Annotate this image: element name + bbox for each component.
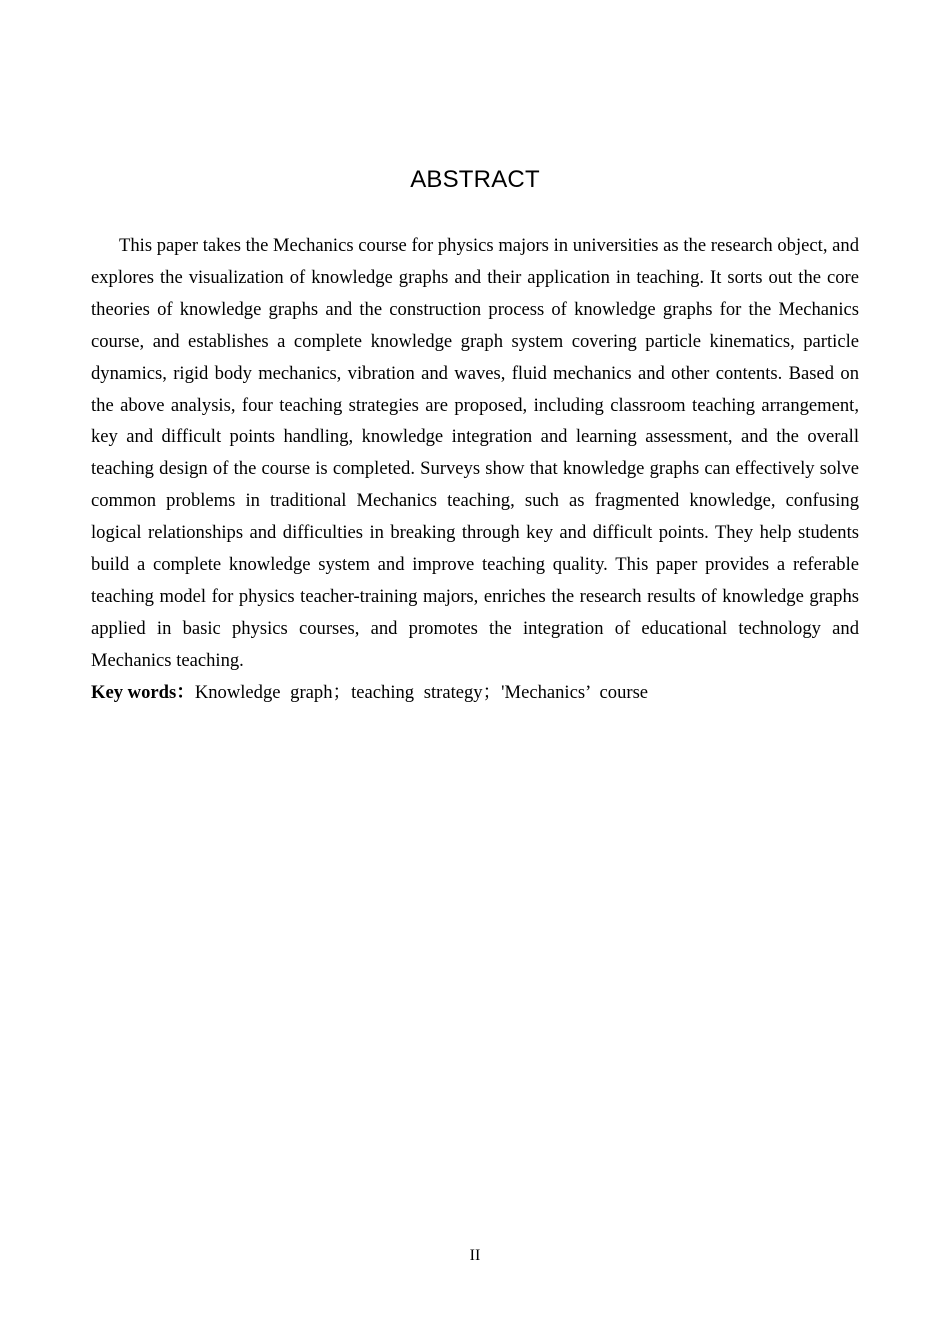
page-number: II	[469, 1247, 481, 1264]
abstract-body: This paper takes the Mechanics course for physics majors in universities as the research object, and explores the visualization of knowledge graphs and their application in teaching. It sorts out the core theories of knowledge graphs and the construction process of knowledge graphs for the Mechanics course, and establishes a complete knowledge graph system covering particle kinematics, particle dynamics, rigid body mechanics, vibration and waves, fluid mechanics and other contents. Based on the above analysis, four teaching strategies are proposed, including classroom teaching arrangement, key and difficult points handling, knowledge integration and learning assessment, and the overall teaching design of the course is completed. Surveys show that knowledge graphs can effectively solve common problems in traditional Mechanics teaching, such as fragmented knowledge, confusing logical relationships and difficulties in breaking through key and difficult points. They help students build a complete knowledge system and improve teaching quality. This paper provides a referable teaching model for physics teacher-training majors, enriches the research results of knowledge graphs applied in basic physics courses, and promotes the integration of educational technology and Mechanics teaching.	[91, 235, 859, 671]
keywords-line	[91, 677, 859, 709]
keywords-label: Key words：	[91, 682, 195, 703]
keywords-value: Knowledge graph；teaching strategy；'Mechanics’ course	[194, 682, 649, 703]
abstract-title: ABSTRACT	[410, 166, 540, 193]
